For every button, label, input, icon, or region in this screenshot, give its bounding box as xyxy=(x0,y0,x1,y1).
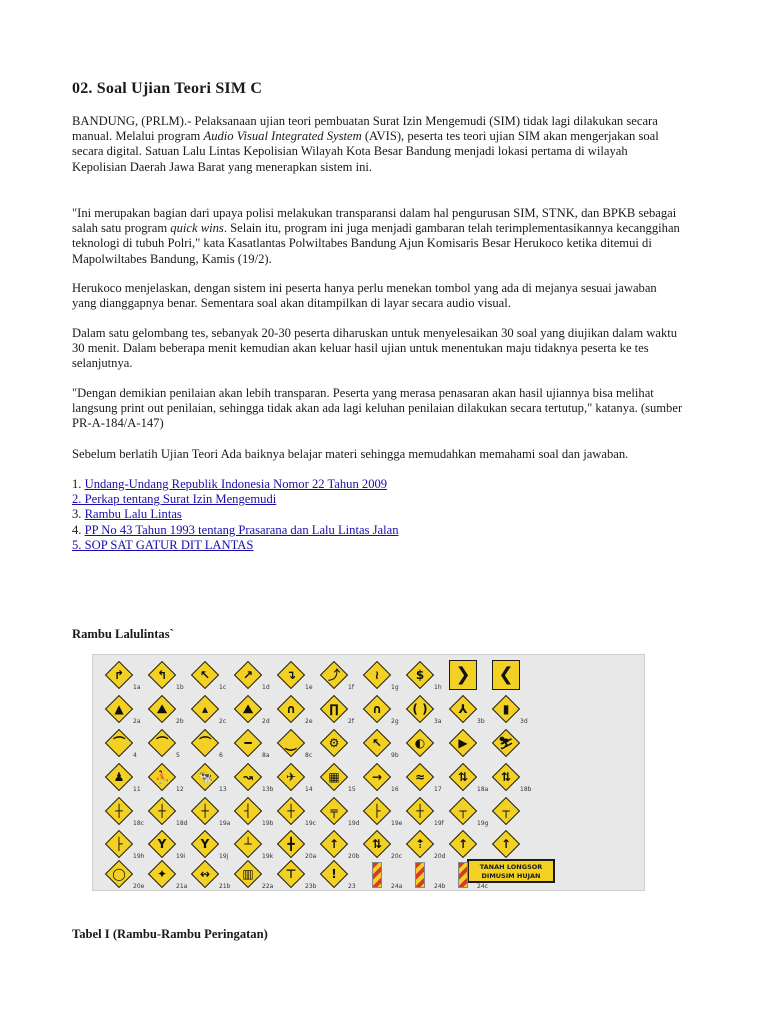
traffic-sign-chart-image xyxy=(92,654,645,891)
warning-sign: ▦ xyxy=(320,763,348,791)
warning-sign: ⊤ xyxy=(277,860,305,888)
warning-sign: Y xyxy=(191,830,219,858)
warning-sign: 🐄 xyxy=(191,763,219,791)
sign-number-label: 20c xyxy=(391,853,402,860)
sign-number-label: 15 xyxy=(348,786,356,793)
paragraph-6: Sebelum berlatih Ujian Teori Ada baiknya belajar materi sehingga memudahkan memahami soal dan jawaban. xyxy=(72,447,629,461)
sign-number-label: 19c xyxy=(305,820,316,827)
sign-number-label: 20e xyxy=(133,883,145,890)
list-item: 1. Undang-Undang Republik Indonesia Nomor 22 Tahun 2009 xyxy=(72,477,388,491)
warning-sign: ▥ xyxy=(234,860,262,888)
link-rambu-lalu-lintas[interactable]: Rambu Lalu Lintas xyxy=(84,507,182,522)
warning-sign: ↱ xyxy=(105,661,133,689)
marker-post-sign xyxy=(415,862,425,888)
warning-sign: ≀ xyxy=(363,661,391,689)
warning-sign: ∩ xyxy=(363,695,391,723)
sign-number-label: 1e xyxy=(305,684,313,691)
list-item: 4. PP No 43 Tahun 1993 tentang Prasarana dan Lalu Lintas Jalan xyxy=(72,522,399,537)
paragraph-5: "Dengan demikian penilaian akan lebih transparan. Peserta yang merasa penasaran akan hasil ujiannya bisa melihat langsung print out penilaian, sehingga tidak akan ada lagi keluhan penilaian dilakukan secara tertutup," katanya. (sumber PR-A-184/A-147) xyxy=(72,386,683,431)
sign-number-label: 5 xyxy=(176,752,180,759)
warning-sign: ≈ xyxy=(406,763,434,791)
sign-number-label: 13b xyxy=(262,786,274,793)
sign-number-label: 24b xyxy=(434,883,446,890)
warning-sign: ┬ xyxy=(449,797,477,825)
warning-sign: ↭ xyxy=(191,860,219,888)
sign-number-label: 2g xyxy=(391,718,399,725)
sign-number-label: 1a xyxy=(133,684,141,691)
list-item: 3. Rambu Lalu Lintas xyxy=(72,507,182,522)
warning-sign: ┤ xyxy=(234,797,262,825)
paragraph-3: Herukoco menjelaskan, dengan sistem ini peserta hanya perlu menekan tombol yang ada di mejanya sesuai jawaban yang dianggapnya benar. Sementara soal akan ditampilkan di layar secara audio visual. xyxy=(72,281,657,311)
sign-number-label: 9b xyxy=(391,752,399,759)
sign-number-label: 23 xyxy=(348,883,356,890)
sign-number-label: 19b xyxy=(262,820,274,827)
sign-number-label: 14 xyxy=(305,786,313,793)
warning-sign: ↑ xyxy=(320,830,348,858)
marker-post-sign xyxy=(458,862,468,888)
warning-sign: ▴ xyxy=(191,695,219,723)
sign-number-label: 6 xyxy=(219,752,223,759)
sign-number-label: 16 xyxy=(391,786,399,793)
warning-sign: ↝ xyxy=(234,763,262,791)
warning-sign: ♟ xyxy=(105,763,133,791)
sign-number-label: 19e xyxy=(391,820,403,827)
warning-sign: ⏜ xyxy=(148,729,176,757)
warning-sign: ∏ xyxy=(320,695,348,723)
warning-sign: ┬ xyxy=(492,797,520,825)
warning-sign: ◐ xyxy=(406,729,434,757)
sign-number-label: 19a xyxy=(219,820,231,827)
sign-number-label: 1c xyxy=(219,684,227,691)
warning-sign: ├ xyxy=(363,797,391,825)
sign-number-label: 2c xyxy=(219,718,227,725)
page-title: 02. Soal Ujian Teori SIM C xyxy=(72,80,263,97)
warning-sign: ( ) xyxy=(406,695,434,723)
reference-link-list xyxy=(72,477,399,553)
sign-number-label: 2b xyxy=(176,718,184,725)
chevron-sign: ❮ xyxy=(492,660,520,690)
warning-sign: ⇅ xyxy=(363,830,391,858)
warning-sign: ⛹ xyxy=(148,763,176,791)
warning-sign: ▮ xyxy=(492,695,520,723)
warning-sign: ↴ xyxy=(277,661,305,689)
sign-number-label: 19k xyxy=(262,853,274,860)
warning-sign: ┼ xyxy=(277,797,305,825)
sign-number-label: 20b xyxy=(348,853,360,860)
sign-number-label: 19g xyxy=(477,820,489,827)
sign-number-label: 19h xyxy=(133,853,145,860)
link-perkap-sim[interactable]: 2. Perkap tentang Surat Izin Mengemudi xyxy=(72,492,277,507)
sign-number-label: 13 xyxy=(219,786,227,793)
warning-sign: ╋ xyxy=(277,830,305,858)
link-sop-sat-gatur[interactable]: 5. SOP SAT GATUR DIT LANTAS xyxy=(72,537,254,552)
warning-sign: Y xyxy=(148,830,176,858)
warning-sign: ┼ xyxy=(191,797,219,825)
sign-number-label: 19i xyxy=(176,853,186,860)
warning-sign: → xyxy=(363,763,391,791)
warning-sign: ⛰ xyxy=(234,695,262,723)
warning-sign: ⅄ xyxy=(449,695,477,723)
warning-sign: ◯ xyxy=(105,860,133,888)
sign-number-label: 19j xyxy=(219,853,229,860)
landslide-warning-plate: TANAH LONGSOR DIMUSIM HUJAN xyxy=(467,859,555,883)
warning-sign: ━ xyxy=(234,729,262,757)
sign-number-label: 3b xyxy=(477,718,485,725)
sign-number-label: 20d xyxy=(434,853,446,860)
warning-sign: ┼ xyxy=(105,797,133,825)
sign-number-label: 8a xyxy=(262,752,270,759)
sign-number-label: 18d xyxy=(176,820,188,827)
warning-sign: ⇅ xyxy=(449,763,477,791)
warning-sign: ✈ xyxy=(277,763,305,791)
sign-number-label: 17 xyxy=(434,786,442,793)
sign-number-label: 1d xyxy=(262,684,270,691)
sign-number-label: 1f xyxy=(348,684,354,691)
sign-number-label: 8c xyxy=(305,752,313,759)
sign-number-label: 22a xyxy=(262,883,274,890)
warning-sign: ⛰ xyxy=(148,695,176,723)
paragraph-4: Dalam satu gelombang tes, sebanyak 20-30 peserta diharuskan untuk menyelesaikan 30 soal yang diujikan dalam waktu 30 menit. Dalam beberapa menit kemudian akan keluar hasil ujian untuk menentukan maju tidaknya peserta ke tes selanjutnya. xyxy=(72,326,678,371)
sign-number-label: 18a xyxy=(477,786,489,793)
section-heading: Rambu Lalulintas` xyxy=(72,627,174,641)
warning-sign: ⤴ xyxy=(320,661,348,689)
sign-number-label: 3a xyxy=(434,718,442,725)
list-item xyxy=(72,538,399,553)
chevron-sign: ❯ xyxy=(449,660,477,690)
sign-number-label: 12 xyxy=(176,786,184,793)
warning-sign: ↖ xyxy=(191,661,219,689)
warning-sign: ⏜ xyxy=(105,729,133,757)
sign-number-label: 18b xyxy=(520,786,532,793)
warning-sign: ▲ xyxy=(105,695,133,723)
warning-sign: ┼ xyxy=(148,797,176,825)
sign-number-label: 19f xyxy=(434,820,444,827)
sign-number-label: 19d xyxy=(348,820,360,827)
warning-sign: ↑ xyxy=(449,830,477,858)
link-pp-43-1993[interactable]: PP No 43 Tahun 1993 tentang Prasarana dan Lalu Lintas Jalan xyxy=(84,522,399,537)
sign-number-label: 18c xyxy=(133,820,144,827)
sign-number-label: 20a xyxy=(305,853,317,860)
sign-number-label: 1b xyxy=(176,684,184,691)
warning-sign: ⇡ xyxy=(406,830,434,858)
warning-sign: ∩ xyxy=(277,695,305,723)
warning-sign: ┴ xyxy=(234,830,262,858)
warning-sign: ▶ xyxy=(449,729,477,757)
warning-sign: ↑ xyxy=(492,830,520,858)
sign-number-label: 4 xyxy=(133,752,137,759)
sign-number-label: 2a xyxy=(133,718,141,725)
sign-number-label: 2d xyxy=(262,718,270,725)
warning-sign: ╤ xyxy=(320,797,348,825)
link-uu-22-2009[interactable]: Undang-Undang Republik Indonesia Nomor 22 Tahun 2009 xyxy=(84,477,388,491)
sign-number-label: 24a xyxy=(391,883,403,890)
list-item xyxy=(72,492,399,507)
warning-sign: $ xyxy=(406,661,434,689)
sign-number-label: 23b xyxy=(305,883,317,890)
sign-number-label: 2f xyxy=(348,718,354,725)
paragraph-1: BANDUNG, (PRLM).- Pelaksanaan ujian teori pembuatan Surat Izin Mengemudi (SIM) tidak lagi dilakukan secara manual. Melalui program Audio Visual Integrated System (AVIS), peserta tes teori ujian SIM akan mengerjakan soal secara digital. Satuan Lalu Lintas Kepolisian Wilayah Kota Besar Bandung menjadi lokasi pertama di wilayah Kepolisian Daerah Jawa Barat yang menerapkan sistem ini. xyxy=(72,114,659,174)
warning-sign: ⏜ xyxy=(191,729,219,757)
warning-sign: ⛷ xyxy=(492,729,520,757)
warning-sign: ✦ xyxy=(148,860,176,888)
sign-number-label: 3d xyxy=(520,718,528,725)
sign-number-label: 2e xyxy=(305,718,313,725)
warning-sign: ⚙ xyxy=(320,729,348,757)
warning-sign: ┼ xyxy=(406,797,434,825)
warning-sign: ├ xyxy=(105,830,133,858)
sign-number-label: 1h xyxy=(434,684,442,691)
sign-number-label: 21b xyxy=(219,883,231,890)
sign-number-label: 21a xyxy=(176,883,188,890)
sign-number-label: 1g xyxy=(391,684,399,691)
sign-number-label: 11 xyxy=(133,786,141,793)
table-caption: Tabel I (Rambu-Rambu Peringatan) xyxy=(72,927,268,941)
sign-number-label: 24c xyxy=(477,883,488,890)
warning-sign: ↖ xyxy=(363,729,391,757)
warning-sign: ↰ xyxy=(148,661,176,689)
marker-post-sign xyxy=(372,862,382,888)
warning-sign: ⇅ xyxy=(492,763,520,791)
warning-sign: ⏝ xyxy=(277,729,305,757)
warning-sign: ↗ xyxy=(234,661,262,689)
paragraph-2: "Ini merupakan bagian dari upaya polisi melakukan transparansi dalam hal pengurusan SIM, STNK, dan BPKB sebagai salah satu program quick wins. Selain itu, program ini juga menjadi gambaran telah terimplementasikannya kecanggihan teknologi di tubuh Polri," kata Kasatlantas Polwiltabes Bandung Ajun Komisaris Besar Herukoco ketika ditemui di Mapolwiltabes Bandung, Kamis (19/2). xyxy=(72,206,680,266)
warning-sign: ! xyxy=(320,860,348,888)
